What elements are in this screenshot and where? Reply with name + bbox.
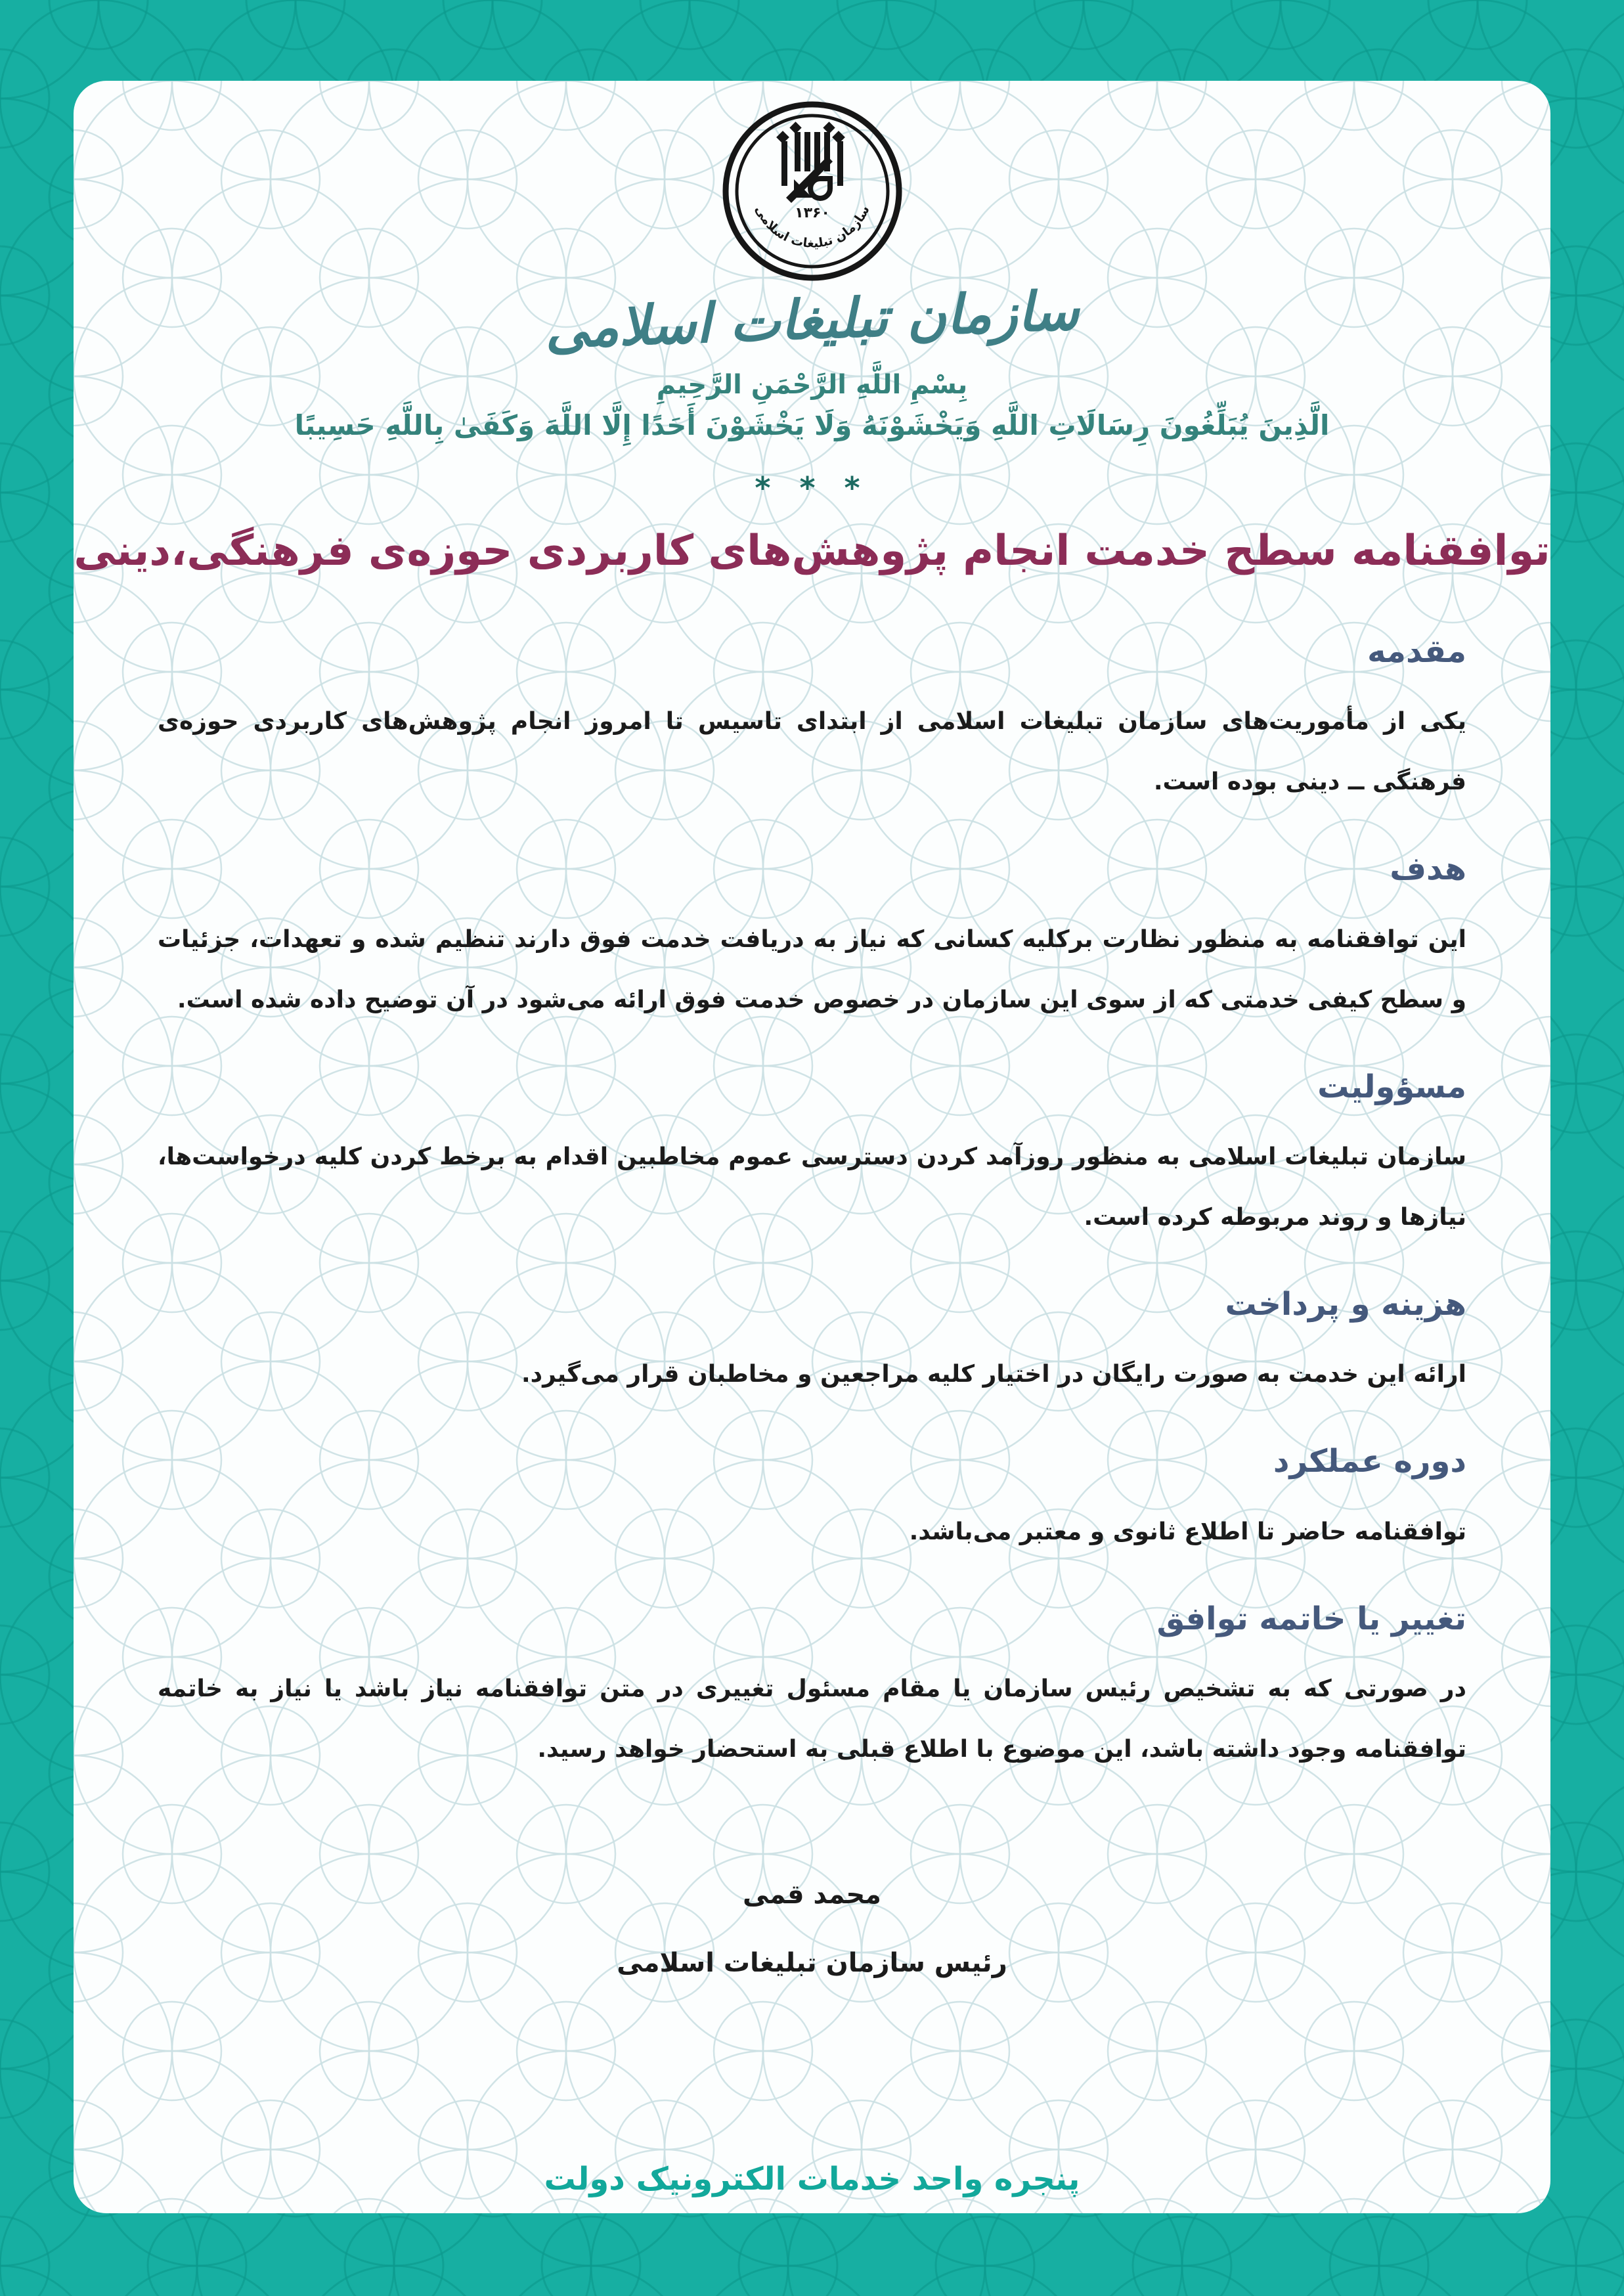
section-heading: مقدمه <box>1367 632 1466 670</box>
logo-year: ۱۳۶۰ <box>794 205 830 221</box>
logo-calligraphy-signature: سازمان تبلیغات اسلامی <box>544 279 1080 361</box>
organization-logo <box>74 99 1550 361</box>
section-paragraph: سازمان تبلیغات اسلامی به منظور روزآمد کردن دسترسی عموم مخاطبین اقدام به برخط کردن کلیه درخواست‌ها، نیازها و روند مربوطه کرده است. <box>158 1143 1466 1231</box>
section-heading: هزینه و پرداخت <box>1225 1285 1466 1323</box>
section-paragraph: در صورتی که به تشخیص رئیس سازمان یا مقام مسئول تغییری در متن توافقنامه نیاز باشد یا نیاز به خاتمه توافقنامه وجود داشته باشد، این موضوع با اطلاع قبلی به استحضار خواهد رسید. <box>158 1675 1466 1763</box>
footer-service-window-label: پنجره واحد خدمات الکترونیک دولت <box>544 2161 1080 2197</box>
section-change-termination <box>158 1599 1466 1780</box>
section-introduction <box>158 631 1466 812</box>
section-cost-payment <box>158 1284 1466 1405</box>
section-paragraph: یکی از مأموریت‌های سازمان تبلیغات اسلامی از ابتدای تاسیس تا امروز انجام پژوهش‌های کاربردی حوزه‌ی فرهنگی ــ دینی بوده است. <box>158 708 1466 796</box>
page-title: توافقنامه سطح خدمت انجام پژوهش‌های کاربردی حوزه‌ی فرهنگی،دینی <box>74 527 1550 576</box>
organization-emblem-icon <box>720 99 904 283</box>
section-heading: تغییر یا خاتمه توافق <box>1156 1600 1466 1637</box>
sections-container <box>74 631 1550 1780</box>
section-performance-period <box>158 1441 1466 1562</box>
section-paragraph: ارائه این خدمت به صورت رایگان در اختیار کلیه مراجعین و مخاطبان قرار می‌گیرد. <box>521 1361 1466 1388</box>
logo-ring-text: سازمان تبلیغات اسلامی <box>751 203 873 251</box>
section-heading: هدف <box>1390 850 1466 888</box>
quran-verse-line: الَّذِينَ يُبَلِّغُونَ رِسَالَاتِ اللَّهِ وَيَخْشَوْنَهُ وَلَا يَخْشَوْنَ أَحَدًا إِلَّا اللَّهَ وَكَفَىٰ بِاللَّهِ حَسِيبًا <box>294 409 1330 442</box>
section-paragraph: این توافقنامه به منظور نظارت برکلیه کسانی که نیاز به دریافت خدمت فوق دارند تنظیم شده و تعهدات، جزئیات و سطح کیفی خدمتی که از سوی این سازمان در خصوص خدمت فوق ارائه می‌شود در آن توضیح داده شده است. <box>158 925 1466 1013</box>
signature-block <box>74 1880 1550 1978</box>
kufic-allah-mark <box>776 121 845 203</box>
section-goal <box>158 849 1466 1030</box>
section-heading: دوره عملکرد <box>1273 1443 1466 1480</box>
document-content <box>74 99 1550 1978</box>
bismillah-line: بِسْمِ اللَّهِ الرَّحْمَنِ الرَّحِيمِ <box>656 370 968 401</box>
section-heading: مسؤولیت <box>1317 1068 1466 1105</box>
section-responsibility <box>158 1067 1466 1248</box>
section-paragraph: توافقنامه حاضر تا اطلاع ثانوی و معتبر می‌باشد. <box>909 1518 1466 1545</box>
asterisk-separator: * * * <box>755 470 869 506</box>
document-card <box>74 81 1550 2213</box>
signatory-name: محمد قمی <box>743 1880 881 1910</box>
signatory-role: رئیس سازمان تبلیغات اسلامی <box>617 1948 1007 1979</box>
